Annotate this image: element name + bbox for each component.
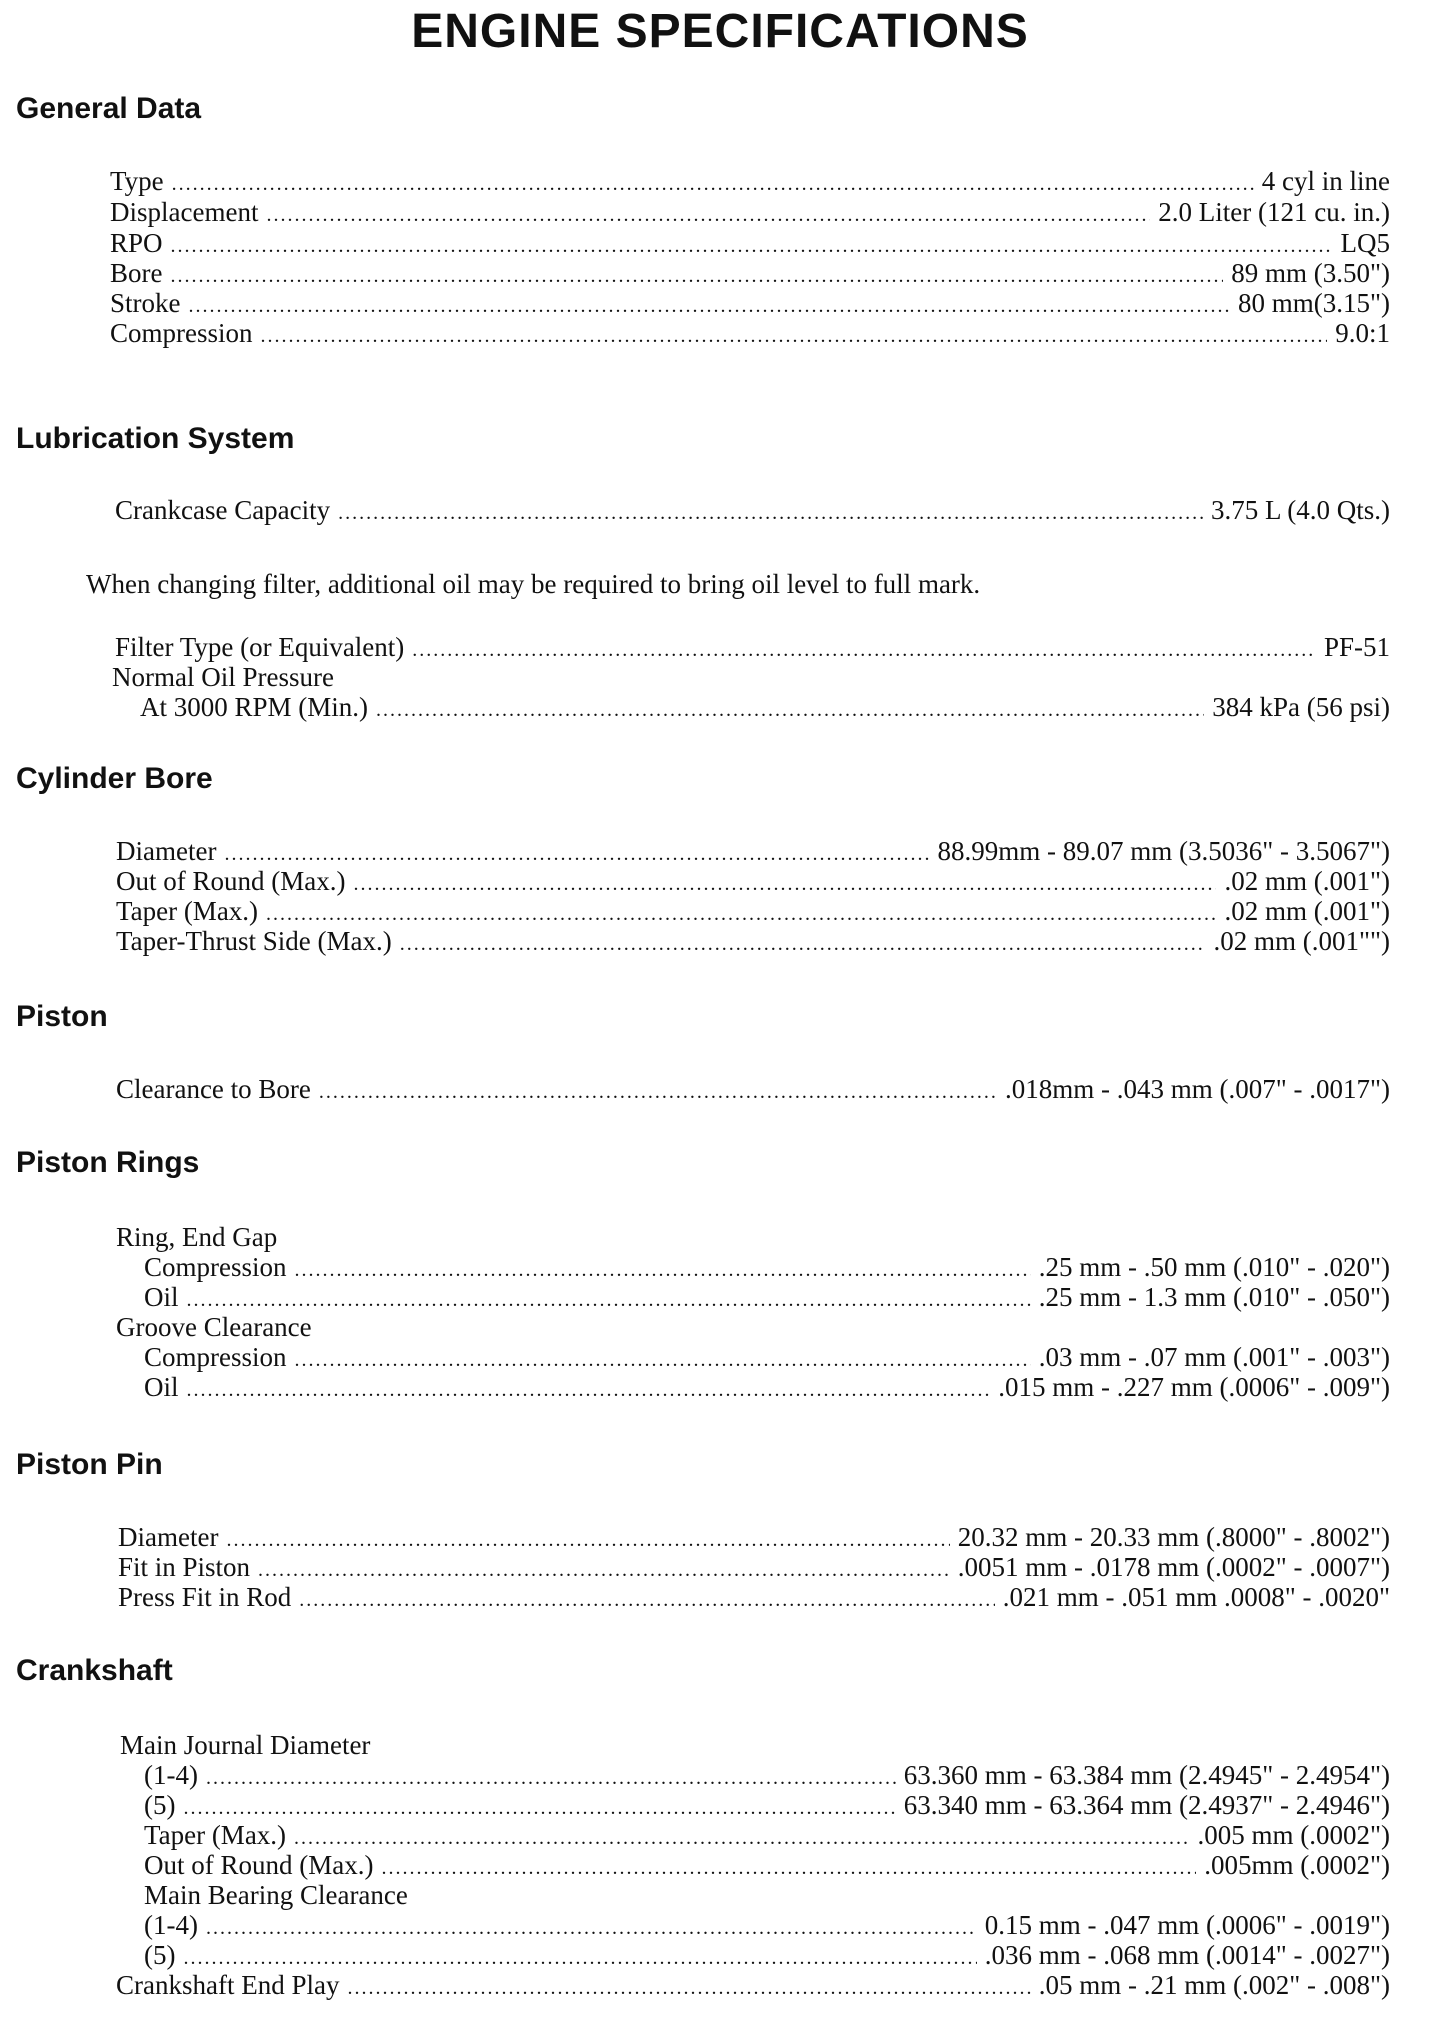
- spec-row: [144, 1282, 1390, 1313]
- spec-row: [110, 288, 1390, 319]
- spec-label: Crankshaft End Play: [116, 1970, 340, 2000]
- spec-value: 2.0 Liter (121 cu. in.): [1158, 197, 1390, 227]
- spec-label: RPO: [110, 228, 163, 258]
- section-heading-piston-rings: Piston Rings: [16, 1146, 200, 1179]
- dot-leader: [338, 498, 1203, 529]
- oil-filter-note: When changing filter, additional oil may be required to bring oil level to full mark.: [86, 569, 981, 599]
- section-heading-piston-pin: Piston Pin: [16, 1448, 163, 1481]
- spec-label: Displacement: [110, 197, 259, 227]
- spec-label: Press Fit in Rod: [118, 1582, 292, 1612]
- spec-row: [144, 1850, 1390, 1881]
- dot-leader: [172, 169, 1254, 200]
- spec-row: [116, 836, 1390, 867]
- subgroup-label: Ring, End Gap: [116, 1222, 278, 1252]
- spec-label: Diameter: [116, 836, 217, 866]
- spec-label: Clearance to Bore: [116, 1074, 311, 1104]
- spec-row: [110, 197, 1390, 228]
- subgroup-label: Normal Oil Pressure: [112, 662, 334, 692]
- spec-value: .03 mm - .07 mm (.001" - .003"): [1038, 1342, 1390, 1372]
- spec-value: 4 cyl in line: [1261, 166, 1390, 196]
- spec-row: [116, 1970, 1390, 2001]
- spec-label: (1-4): [144, 1910, 198, 1940]
- spec-value: .036 mm - .068 mm (.0014" - .0027"): [984, 1940, 1390, 1970]
- spec-label: (5): [144, 1790, 176, 1820]
- spec-label: (1-4): [144, 1760, 198, 1790]
- section-heading-crankshaft: Crankshaft: [16, 1654, 173, 1687]
- spec-label: Out of Round (Max.): [116, 866, 346, 896]
- spec-value: 63.360 mm - 63.384 mm (2.4945" - 2.4954"): [903, 1760, 1390, 1790]
- spec-value: 20.32 mm - 20.33 mm (.8000" - .8002"): [957, 1522, 1390, 1552]
- spec-label: Fit in Piston: [118, 1552, 251, 1582]
- spec-row: [144, 1910, 1390, 1941]
- spec-row: [116, 896, 1390, 927]
- spec-label: Compression: [144, 1342, 287, 1372]
- spec-row: [140, 692, 1390, 723]
- spec-label: Compression: [144, 1252, 287, 1282]
- page-title: ENGINE SPECIFICATIONS: [411, 5, 1029, 58]
- spec-label: Taper (Max.): [144, 1820, 287, 1850]
- spec-row: [116, 926, 1390, 957]
- spec-value: PF-51: [1323, 632, 1390, 662]
- spec-label: Bore: [110, 258, 163, 288]
- dot-leader: [261, 321, 1328, 352]
- spec-value: .02 mm (.001"): [1224, 866, 1390, 896]
- spec-value: 88.99mm - 89.07 mm (3.5036" - 3.5067"): [937, 836, 1390, 866]
- dot-leader: [187, 1375, 991, 1406]
- section-heading-piston: Piston: [16, 1000, 108, 1033]
- dot-leader: [376, 695, 1204, 726]
- spec-label: Diameter: [118, 1522, 219, 1552]
- spec-label: Taper-Thrust Side (Max.): [116, 926, 392, 956]
- spec-row: [144, 1372, 1390, 1403]
- section-heading-lubrication: Lubrication System: [16, 422, 295, 455]
- spec-label: (5): [144, 1940, 176, 1970]
- spec-row: [144, 1760, 1390, 1791]
- spec-row: [116, 866, 1390, 897]
- spec-row: [116, 1074, 1390, 1105]
- spec-value: .25 mm - 1.3 mm (.010" - .050"): [1038, 1282, 1390, 1312]
- dot-leader: [266, 200, 1150, 231]
- spec-value: .018mm - .043 mm (.007" - .0017"): [1004, 1074, 1390, 1104]
- subgroup-label: Main Bearing Clearance: [144, 1880, 408, 1910]
- spec-row: [110, 318, 1390, 349]
- spec-label: Taper (Max.): [116, 896, 259, 926]
- subgroup-label: Groove Clearance: [116, 1312, 312, 1342]
- section-heading-general: General Data: [16, 92, 202, 125]
- spec-row: [110, 166, 1390, 197]
- spec-value: .05 mm - .21 mm (.002" - .008"): [1038, 1970, 1390, 2000]
- spec-row: [144, 1790, 1390, 1821]
- spec-row: [144, 1940, 1390, 1971]
- dot-leader: [187, 1285, 1031, 1316]
- spec-value: 89 mm (3.50"): [1231, 258, 1390, 288]
- spec-row: [144, 1252, 1390, 1283]
- spec-row: [115, 495, 1390, 526]
- spec-row: [118, 1552, 1390, 1583]
- spec-value: 63.340 mm - 63.364 mm (2.4937" - 2.4946"): [903, 1790, 1390, 1820]
- spec-value: 384 kPa (56 psi): [1212, 692, 1390, 722]
- spec-value: .02 mm (.001""): [1213, 926, 1390, 956]
- section-heading-cylinder-bore: Cylinder Bore: [16, 762, 213, 795]
- spec-label: Oil: [144, 1282, 179, 1312]
- spec-value: .0051 mm - .0178 mm (.0002" - .0007"): [957, 1552, 1390, 1582]
- dot-leader: [381, 1853, 1196, 1884]
- spec-value: 0.15 mm - .047 mm (.0006" - .0019"): [984, 1910, 1390, 1940]
- spec-value: .015 mm - .227 mm (.0006" - .009"): [998, 1372, 1390, 1402]
- dot-leader: [412, 635, 1316, 666]
- spec-label: Compression: [110, 318, 253, 348]
- spec-value: .02 mm (.001"): [1224, 896, 1390, 926]
- spec-row: [110, 228, 1390, 259]
- dot-leader: [319, 1077, 997, 1108]
- dot-leader: [400, 929, 1206, 960]
- spec-row: [115, 632, 1390, 663]
- spec-value: .005 mm (.0002"): [1197, 1820, 1390, 1850]
- spec-row: [144, 1342, 1390, 1373]
- spec-value: 3.75 L (4.0 Qts.): [1211, 495, 1390, 525]
- spec-value: .25 mm - .50 mm (.010" - .020"): [1038, 1252, 1390, 1282]
- spec-value: .005mm (.0002"): [1204, 1850, 1390, 1880]
- spec-label: Filter Type (or Equivalent): [115, 632, 405, 662]
- dot-leader: [299, 1585, 994, 1616]
- spec-label: At 3000 RPM (Min.): [140, 692, 369, 722]
- spec-label: Type: [110, 166, 164, 196]
- spec-value: 9.0:1: [1335, 318, 1390, 348]
- subgroup-label: Main Journal Diameter: [120, 1730, 371, 1760]
- spec-row: [118, 1582, 1390, 1613]
- spec-row: [118, 1522, 1390, 1553]
- spec-value: 80 mm(3.15"): [1237, 288, 1390, 318]
- spec-value: .021 mm - .051 mm .0008" - .0020": [1002, 1582, 1390, 1612]
- spec-row: [144, 1820, 1390, 1851]
- spec-label: Crankcase Capacity: [115, 495, 331, 525]
- spec-label: Out of Round (Max.): [144, 1850, 374, 1880]
- spec-label: Stroke: [110, 288, 181, 318]
- spec-row: [110, 258, 1390, 289]
- dot-leader: [347, 1973, 1030, 2004]
- spec-value: LQ5: [1340, 228, 1390, 258]
- spec-label: Oil: [144, 1372, 179, 1402]
